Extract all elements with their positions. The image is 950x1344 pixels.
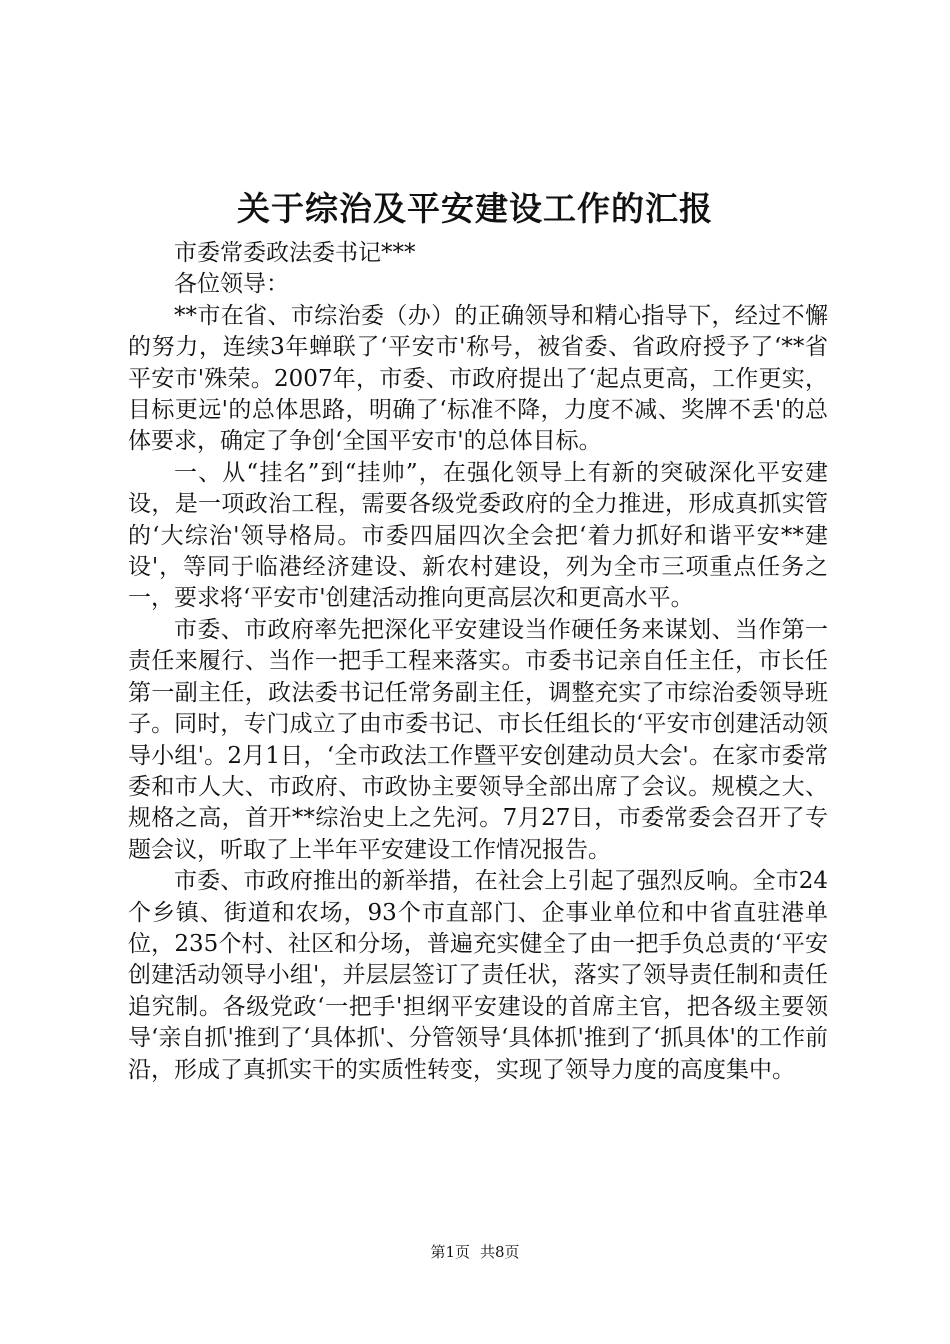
paragraph: 市委、市政府推出的新举措，在社会上引起了强烈反响。全市24个乡镇、街道和农场，93个市直部门、企事业单位和中省直驻港单位，235个村、社区和分场，普遍充实健全了由一把手负总责的‘平安创建活动领导小组'，并层层签订了责任状，落实了领导责任制和责任追究制。各级党政‘一把手'担纲平安建设的首席主官，把各级主要领导‘亲自抓'推到了‘具体抓'、分管领导‘具体抓'推到了‘抓具体'的工作前沿，形成了真抓实干的实质性转变，实现了领导力度的高度集中。	[128, 868, 828, 1083]
paragraph: 一、从“挂名”到“挂帅”，在强化领导上有新的突破深化平安建设，是一项政治工程，需要各级党委政府的全力推进，形成真抓实管的‘大综治'领导格局。市委四届四次全会把‘着力抓好和谐平安**建设'，等同于临港经济建设、新农村建设，列为全市三项重点任务之一，要求将‘平安市'创建活动推向更高层次和更高水平。	[128, 459, 828, 612]
document-title: 关于综治及平安建设工作的汇报	[237, 189, 713, 228]
page-footer	[0, 1241, 950, 1263]
page-total: 共8页	[480, 1243, 520, 1261]
author-line: 市委常委政法委书记***	[174, 240, 416, 266]
page-number: 第1页	[430, 1243, 470, 1261]
document-body	[128, 238, 828, 1086]
paragraph: **市在省、市综治委（办）的正确领导和精心指导下，经过不懈的努力，连续3年蝉联了‘平安市'称号，被省委、省政府授予了‘**省平安市'殊荣。2007年，市委、市政府提出了‘起点更高，工作更实，目标更远'的总体思路，明确了‘标准不降，力度不减、奖牌不丢'的总体要求，确定了争创‘全国平安市'的总体目标。	[128, 302, 828, 455]
salutation: 各位领导：	[174, 271, 289, 298]
paragraph: 市委、市政府率先把深化平安建设当作硬任务来谋划、当作第一责任来履行、当作一把手工程来落实。市委书记亲自任主任，市长任第一副主任，政法委书记任常务副主任，调整充实了市综治委领导班子。同时，专门成立了由市委书记、市长任组长的‘平安市创建活动领导小组'。2月1日，‘全市政法工作暨平安创建动员大会'。在家市委常委和市人大、市政府、市政协主要领导全部出席了会议。规模之大、规格之高，首开**综治史上之先河。7月27日，市委常委会召开了专题会议，听取了上半年平安建设工作情况报告。	[128, 616, 828, 863]
